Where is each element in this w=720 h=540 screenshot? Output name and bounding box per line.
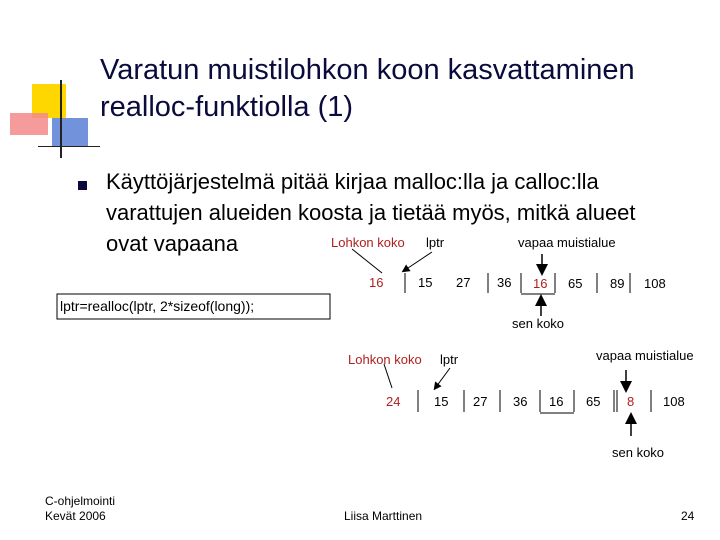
- title-line-2: realloc-funktiolla (1): [100, 91, 354, 123]
- top-cell: 15: [418, 275, 433, 290]
- footer-course-line-2: Kevät 2006: [45, 509, 106, 523]
- bottom-sen-koko-label: sen koko: [612, 445, 665, 460]
- top-sen-koko-label: sen koko: [512, 316, 565, 331]
- bottom-cell-free-size: 8: [627, 394, 635, 409]
- bottom-cell: 108: [663, 394, 685, 409]
- top-cell-free-size: 16: [533, 276, 548, 291]
- top-lohkon-koko-label: Lohkon koko: [331, 235, 405, 250]
- top-cell-size: 16: [369, 275, 384, 290]
- top-cell: 89: [610, 276, 625, 291]
- bottom-lptr-label: lptr: [440, 352, 459, 367]
- bottom-cell: 65: [586, 394, 601, 409]
- footer-author: Liisa Marttinen: [344, 509, 423, 523]
- bullet-line-1: Käyttöjärjestelmä pitää kirjaa malloc:lla ja calloc:lla: [106, 169, 599, 194]
- page-number: 24: [681, 509, 695, 523]
- bottom-cell-size: 24: [386, 394, 401, 409]
- top-cell: 65: [568, 276, 583, 291]
- top-vapaa-label: vapaa muistialue: [518, 235, 616, 250]
- top-cell: 108: [644, 276, 666, 291]
- title-line-1: Varatun muistilohkon koon kasvattaminen: [100, 54, 635, 86]
- top-lptr-arrow: [405, 252, 432, 270]
- bottom-cell: 15: [434, 394, 449, 409]
- footer-course-line-1: C-ohjelmointi: [45, 494, 116, 508]
- bottom-lohkon-koko-label: Lohkon koko: [348, 352, 422, 367]
- bottom-lohkon-koko-line: [384, 364, 392, 388]
- top-lohkon-koko-line: [352, 249, 382, 273]
- top-cell: 27: [456, 275, 471, 290]
- footer-course: [45, 494, 115, 524]
- realloc-code: lptr=realloc(lptr, 2*sizeof(long));: [60, 298, 255, 314]
- bullet-line-3: ovat vapaana: [106, 231, 239, 256]
- bottom-lptr-arrow: [436, 368, 450, 387]
- bottom-cell: 16: [549, 394, 564, 409]
- top-cell: 36: [497, 275, 512, 290]
- top-lptr-label: lptr: [426, 235, 445, 250]
- bottom-cell: 27: [473, 394, 488, 409]
- bottom-vapaa-label: vapaa muistialue: [596, 348, 694, 363]
- bottom-cell: 36: [513, 394, 528, 409]
- bullet-line-2: varattujen alueiden koosta ja tietää myös, mitkä alueet: [106, 200, 636, 225]
